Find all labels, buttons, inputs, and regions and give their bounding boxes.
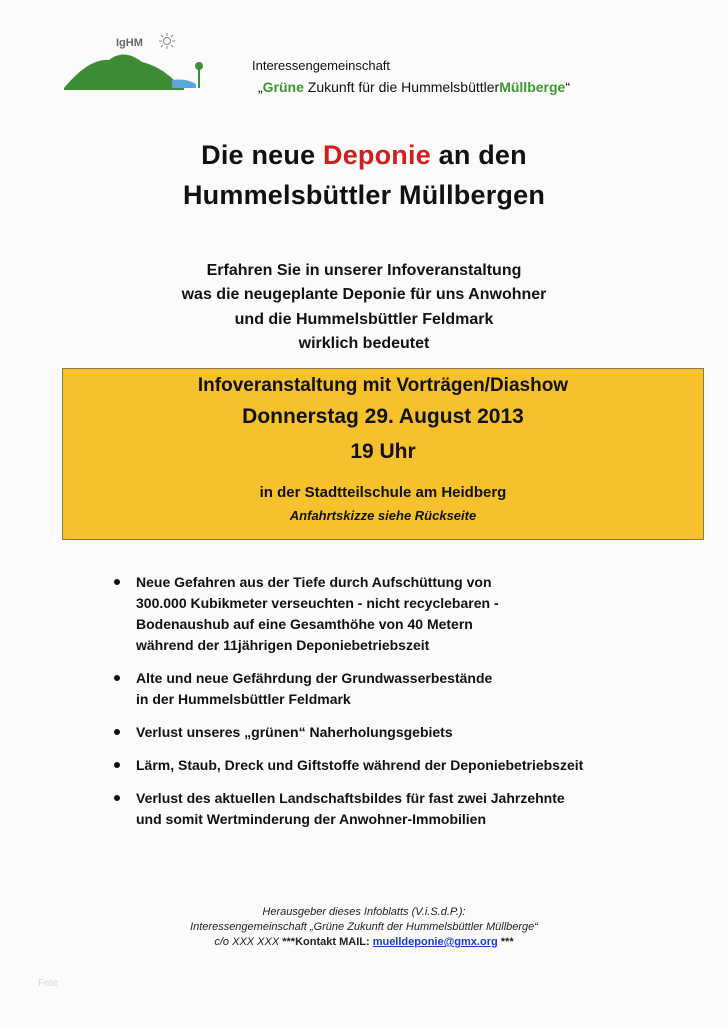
list-item (110, 755, 700, 776)
contact-email-link[interactable]: muelldeponie@gmx.org (372, 936, 498, 948)
footer-contact-end: *** (497, 936, 514, 948)
watermark: Fete (38, 978, 59, 989)
list-item-line: in der Hummelsbüttler Feldmark (136, 691, 351, 707)
footer-contact-label: ***Kontakt MAIL: (279, 936, 373, 948)
event-title: Infoveranstaltung mit Vorträgen/Diashow (197, 375, 569, 396)
bullet-icon (114, 762, 120, 768)
title-highlight: Deponie (323, 140, 431, 170)
list-item (110, 788, 700, 830)
slogan-green-2: Müllberge (499, 79, 566, 95)
page-title-line-1 (0, 140, 728, 171)
list-item-line: und somit Wertminderung der Anwohner-Immobilien (136, 811, 487, 827)
slogan-open-quote: „ (258, 79, 263, 95)
list-item-line: Neue Gefahren aus der Tiefe durch Aufschüttung von (136, 574, 492, 590)
ighm-logo (64, 28, 212, 94)
list-item (110, 668, 700, 710)
slogan-close-quote: “ (565, 79, 570, 95)
org-slogan (258, 79, 570, 95)
footer-contact (0, 936, 728, 948)
event-time: 19 Uhr (350, 440, 416, 463)
footer-publisher-label: Herausgeber dieses Infoblatts (V.i.S.d.P.): (262, 906, 466, 918)
intro-line: und die Hummelsbüttler Feldmark (234, 311, 494, 328)
footer-publisher-name: Interessengemeinschaft „Grüne Zukunft der Hummelsbüttler Müllberge“ (190, 921, 538, 933)
title-pre: Die neue (201, 140, 323, 170)
list-item (110, 722, 700, 743)
slogan-green-1: Grüne (262, 79, 304, 95)
list-item-line: 300.000 Kubikmeter verseuchten - nicht recyclebaren - (136, 595, 499, 611)
concerns-list (110, 572, 700, 842)
list-item-line: Verlust unseres „grünen“ Naherholungsgebiets (136, 724, 453, 740)
list-item-line: Lärm, Staub, Dreck und Giftstoffe während der Deponiebetriebszeit (136, 757, 584, 773)
list-item-line: während der 11jährigen Deponiebetriebszeit (136, 637, 430, 653)
logo-text: IgHM (116, 37, 143, 49)
page-title-line-2: Hummelsbüttler Müllbergen (182, 180, 546, 210)
title-post: an den (430, 140, 527, 170)
event-date: Donnerstag 29. August 2013 (242, 405, 524, 428)
footer-co: c/o XXX XXX (214, 936, 280, 948)
list-item-line: Alte und neue Gefährdung der Grundwasserbestände (136, 670, 493, 686)
event-info-box (62, 368, 704, 540)
intro-line: was die neugeplante Deponie für uns Anwohner (181, 286, 547, 303)
bullet-icon (114, 795, 120, 801)
bullet-icon (114, 729, 120, 735)
event-directions: Anfahrtskizze siehe Rückseite (289, 508, 477, 523)
bullet-icon (114, 579, 120, 585)
list-item-line: Verlust des aktuellen Landschaftsbildes für fast zwei Jahrzehnte (136, 790, 565, 806)
intro-line: wirklich bedeutet (298, 335, 430, 352)
list-item-line: Bodenaushub auf eine Gesamthöhe von 40 Metern (136, 616, 473, 632)
intro-line: Erfahren Sie in unserer Infoveranstaltung (206, 262, 522, 279)
event-location: in der Stadtteilschule am Heidberg (259, 484, 507, 501)
org-name: Interessengemeinschaft (252, 58, 391, 73)
slogan-mid: Zukunft für die Hummelsbüttler (303, 79, 500, 95)
bullet-icon (114, 675, 120, 681)
list-item (110, 572, 700, 656)
